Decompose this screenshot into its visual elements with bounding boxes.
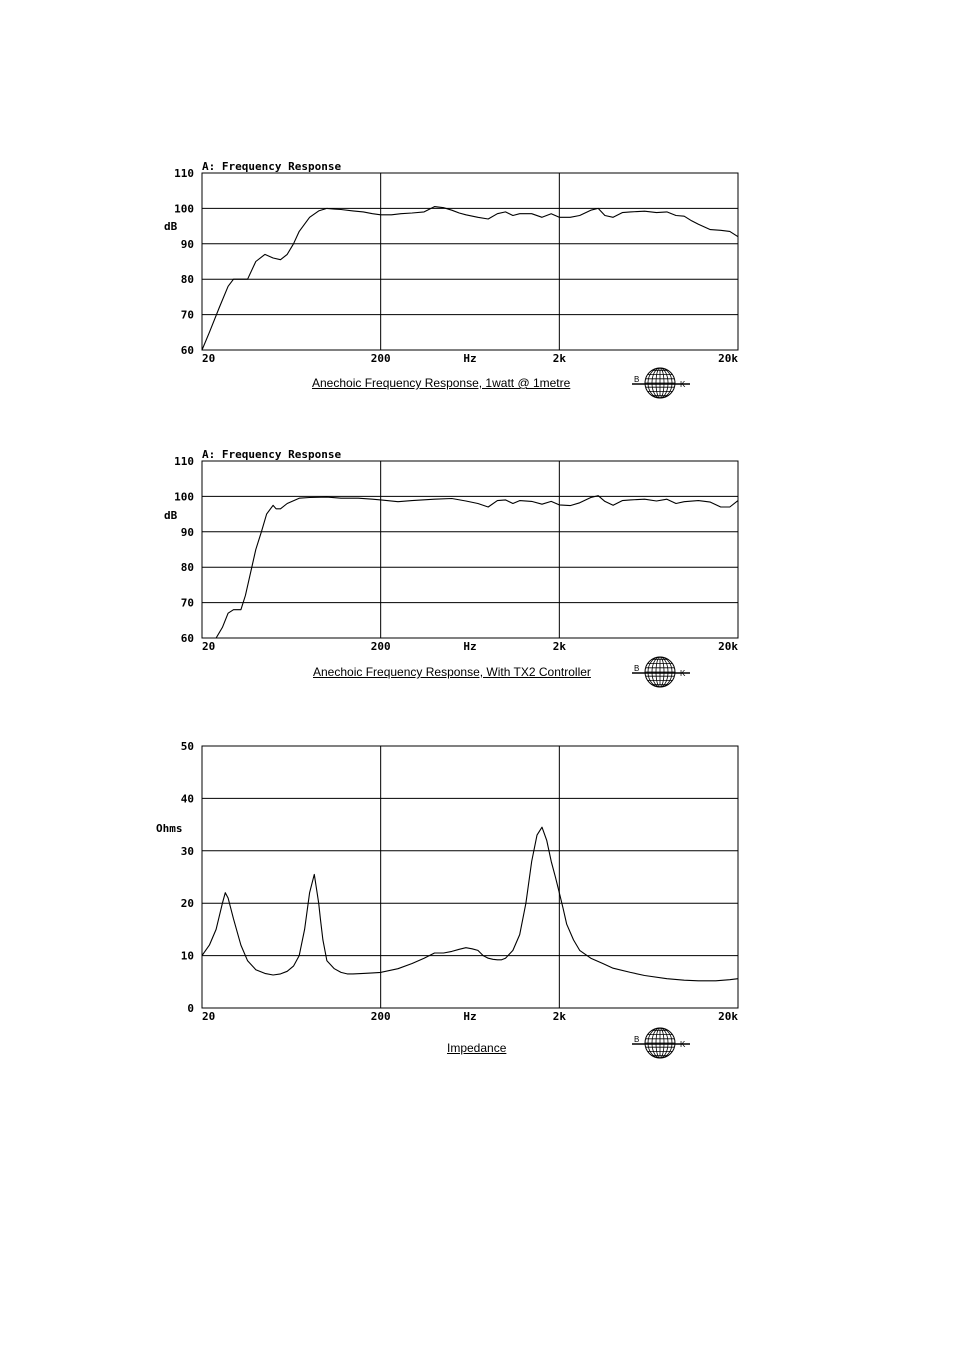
chart-caption: Anechoic Frequency Response, 1watt @ 1metre: [312, 376, 571, 390]
x-tick-label: 20: [202, 1010, 216, 1023]
x-tick-label: 20: [202, 352, 216, 365]
y-tick-label: 60: [180, 632, 194, 645]
x-tick-label: 200: [370, 640, 391, 653]
y-tick-label: 100: [174, 490, 194, 504]
y-tick-label: 110: [174, 455, 194, 468]
logo-letter-k: K: [680, 380, 686, 389]
x-tick-label: 200: [370, 1010, 391, 1023]
x-tick-label: 2k: [552, 640, 566, 653]
chart-caption: Anechoic Frequency Response, With TX2 Controller: [313, 665, 591, 679]
y-tick-label: 70: [180, 308, 194, 322]
globe-icon: [630, 365, 692, 401]
chart-impedance: [150, 730, 770, 1040]
y-tick-label: 0: [187, 1002, 194, 1015]
x-tick-label: 20k: [718, 352, 738, 365]
y-tick-label: 80: [180, 273, 194, 287]
chart-svg: [150, 150, 770, 380]
y-axis-label: Ohms: [156, 822, 183, 835]
y-axis-label: dB: [164, 509, 178, 522]
y-tick-label: 90: [180, 237, 194, 251]
globe-icon: [630, 1025, 692, 1061]
chart-title: A: Frequency Response: [202, 160, 342, 173]
logo-letter-k: K: [680, 669, 686, 678]
logo-letter-b: B: [634, 664, 640, 673]
plot-frame: [202, 746, 738, 1008]
series-line: [202, 827, 738, 981]
x-tick-label: 20k: [718, 1010, 738, 1023]
y-tick-label: 30: [180, 844, 194, 858]
x-tick-label: 2k: [552, 1010, 566, 1023]
x-tick-label: 20: [202, 640, 216, 653]
y-tick-label: 60: [180, 344, 194, 357]
x-axis-label: Hz: [463, 640, 477, 653]
bk-logo: [630, 654, 692, 694]
x-tick-label: 20k: [718, 640, 738, 653]
chart-caption: Impedance: [447, 1041, 507, 1055]
plot-frame: [202, 173, 738, 350]
globe-icon: [630, 654, 692, 690]
y-tick-label: 10: [180, 949, 194, 963]
y-tick-label: 70: [180, 596, 194, 610]
chart-svg: [150, 730, 770, 1040]
logo-letter-b: B: [634, 1035, 640, 1044]
bk-logo: [630, 1025, 692, 1065]
bk-logo: [630, 365, 692, 405]
x-tick-label: 200: [370, 352, 391, 365]
x-axis-label: Hz: [463, 352, 477, 365]
x-axis-label: Hz: [463, 1010, 477, 1023]
chart-title: A: Frequency Response: [202, 448, 342, 461]
x-tick-label: 2k: [552, 352, 566, 365]
y-tick-label: 100: [174, 202, 194, 216]
chart-frequency-response-1: [150, 150, 770, 380]
logo-letter-b: B: [634, 375, 640, 384]
y-axis-label: dB: [164, 220, 178, 233]
y-tick-label: 50: [180, 740, 194, 753]
chart-svg: [150, 439, 770, 669]
y-tick-label: 20: [180, 897, 194, 911]
y-tick-label: 80: [180, 561, 194, 575]
chart-frequency-response-2: [150, 439, 770, 669]
plot-frame: [202, 461, 738, 638]
logo-letter-k: K: [680, 1040, 686, 1049]
y-tick-label: 40: [180, 792, 194, 806]
y-tick-label: 90: [180, 525, 194, 539]
series-line: [202, 207, 738, 350]
y-tick-label: 110: [174, 167, 194, 180]
